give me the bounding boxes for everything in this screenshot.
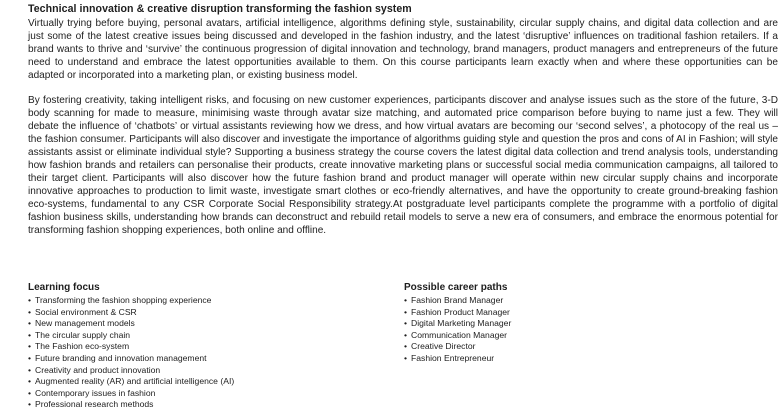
- list-item: • Creative Director: [404, 341, 511, 353]
- career-paths-list: [404, 295, 511, 365]
- learning-focus-heading: Learning focus: [28, 282, 100, 293]
- list-item: • Contemporary issues in fashion: [28, 388, 234, 400]
- list-item: • Social environment & CSR: [28, 307, 234, 319]
- list-item: • Fashion Entrepreneur: [404, 353, 511, 365]
- list-item: • Professional research methods: [28, 399, 234, 411]
- page-title: Technical innovation & creative disruption transforming the fashion system: [28, 3, 412, 15]
- list-item: • Augmented reality (AR) and artificial intelligence (AI): [28, 376, 234, 388]
- list-item: • Transforming the fashion shopping experience: [28, 295, 234, 307]
- list-item: • Fashion Brand Manager: [404, 295, 511, 307]
- list-item: • Future branding and innovation management: [28, 353, 234, 365]
- career-paths-column: [404, 282, 511, 365]
- document-body: [28, 3, 778, 237]
- list-item: • Creativity and product innovation: [28, 365, 234, 377]
- career-paths-heading: Possible career paths: [404, 282, 508, 293]
- list-item: • New management models: [28, 318, 234, 330]
- list-item: • Digital Marketing Manager: [404, 318, 511, 330]
- learning-focus-list: [28, 295, 234, 411]
- list-item: • The Fashion eco-system: [28, 341, 234, 353]
- list-item: • The circular supply chain: [28, 330, 234, 342]
- learning-focus-column: [28, 282, 234, 411]
- list-item: • Communication Manager: [404, 330, 511, 342]
- intro-paragraph: Virtually trying before buying, personal avatars, artificial intelligence, algorithms defining style, sustainability, circular supply chains, and digital data collection and are just some of the latest creative issues being discussed and developed in the fashion industry, and the latest ‘disruptive’ influences on traditional fashion retailers. If a brand wants to thrive and ‘survive’ the continuous progression of digital innovation and technology, brand managers, product managers and entrepreneurs of the future need to understand and embrace the latest opportunities available to them. On this course participants learn exactly when and where these opportunities can be adapted or incorporated into a marketing plan, or existing business model.: [28, 18, 778, 81]
- list-item: • Fashion Product Manager: [404, 307, 511, 319]
- detail-paragraph: By fostering creativity, taking intelligent risks, and focusing on new customer experiences, participants discover and analyse issues such as the store of the future, 3-D body scanning for made to measure, minimising waste through avatar size matching, and automated price comparison before buying to name just a few. They will debate the influence of ‘chatbots’ or virtual assistants reviewing how we dress, and how virtual avatars are becoming our ‘second selves’, a photocopy of the real us – the fashion consumer. Participants will also discover and investigate the importance of algorithms guiding style and question the pros and cons of AI in Fashion; will style assistants assist or eliminate individual style? Supporting a business strategy the course covers the latest digital data collection and trend analysis tools, understanding how fashion brands and retailers can personalise their products, create innovative marketing plans or successful social media communication campaigns, all tailored to their target client. Participants will also discover how the future fashion brand and product manager will operate within new circular supply chains and incorporate innovative approaches to production to limit waste, investigate smart clothes or eco-friendly alternatives, and have the opportunity to create ground-breaking fashion eco-systems, fundamental to any CSR Corporate Social Responsibility strategy.At postgraduate level participants complete the programme with a portfolio of digital fashion business skills, understanding how brands can deconstruct and rebuild retail models to serve a new era of consumers, and embrace the enormous potential for transforming fashion shopping experiences, both online and offline.: [28, 95, 778, 236]
